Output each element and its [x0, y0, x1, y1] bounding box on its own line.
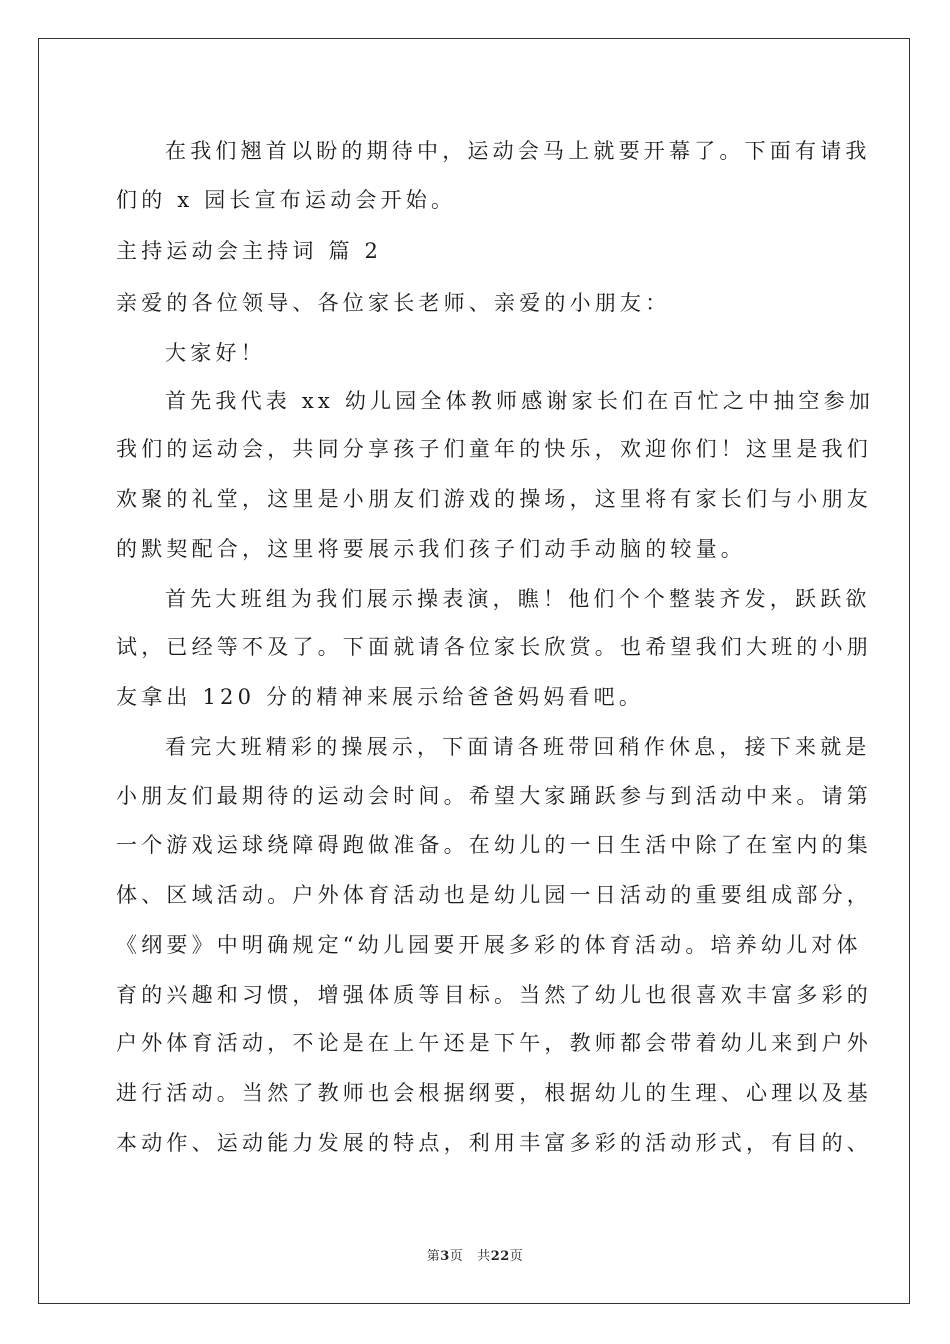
- paragraph-line: 《纲要》中明确规定“幼儿园要开展多彩的体育活动。培养幼儿对体: [116, 933, 862, 957]
- paragraph-line: 友拿出 120 分的精神来展示给爸爸妈妈看吧。: [116, 685, 645, 709]
- paragraph-line: 户外体育活动，不论是在上午还是下午，教师都会带着幼儿来到户外: [116, 1031, 872, 1055]
- paragraph-line: 首先大班组为我们展示操表演，瞧！他们个个整装齐发，跃跃欲: [165, 587, 871, 611]
- paragraph-line: 本动作、运动能力发展的特点，利用丰富多彩的活动形式，有目的、: [116, 1131, 872, 1155]
- paragraph-line: 欢聚的礼堂，这里是小朋友们游戏的操场，这里将有家长们与小朋友: [116, 487, 872, 511]
- greeting: 大家好！: [165, 341, 266, 365]
- salutation: 亲爱的各位领导、各位家长老师、亲爱的小朋友：: [116, 291, 671, 315]
- paragraph-line: 试，已经等不及了。下面就请各位家长欣赏。也希望我们大班的小朋: [116, 635, 872, 659]
- paragraph-line: 一个游戏运球绕障碍跑做准备。在幼儿的一日生活中除了在室内的集: [116, 833, 872, 857]
- total-prefix: 共: [477, 1249, 491, 1264]
- page-current: 3: [440, 1249, 450, 1264]
- paragraph-line: 看完大班精彩的操展示，下面请各班带回稍作休息，接下来就是: [165, 735, 871, 759]
- paragraph-line: 的默契配合，这里将要展示我们孩子们动手动脑的较量。: [116, 537, 746, 561]
- page-border: [38, 38, 910, 1304]
- section-heading: 主持运动会主持词 篇 2: [116, 239, 383, 263]
- paragraph-line: 们的 x 园长宣布运动会开始。: [116, 188, 457, 212]
- paragraph-line: 育的兴趣和习惯，增强体质等目标。当然了幼儿也很喜欢丰富多彩的: [116, 983, 872, 1007]
- paragraph-line: 体、区域活动。户外体育活动也是幼儿园一日活动的重要组成部分，: [116, 883, 872, 907]
- paragraph-line: 首先我代表 xx 幼儿园全体教师感谢家长们在百忙之中抽空参加: [165, 389, 875, 413]
- paragraph-line: 进行活动。当然了教师也会根据纲要，根据幼儿的生理、心理以及基: [116, 1081, 872, 1105]
- page-total: 22: [490, 1249, 510, 1264]
- paragraph-line: 在我们翘首以盼的期待中，运动会马上就要开幕了。下面有请我: [165, 139, 871, 163]
- page-prefix: 第: [426, 1249, 441, 1264]
- page-footer: [0, 1248, 950, 1266]
- total-suffix: 页: [509, 1249, 524, 1264]
- paragraph-line: 我们的运动会，共同分享孩子们童年的快乐，欢迎你们！这里是我们: [116, 437, 872, 461]
- paragraph-line: 小朋友们最期待的运动会时间。希望大家踊跃参与到活动中来。请第: [116, 784, 872, 808]
- page-suffix: 页: [449, 1249, 464, 1264]
